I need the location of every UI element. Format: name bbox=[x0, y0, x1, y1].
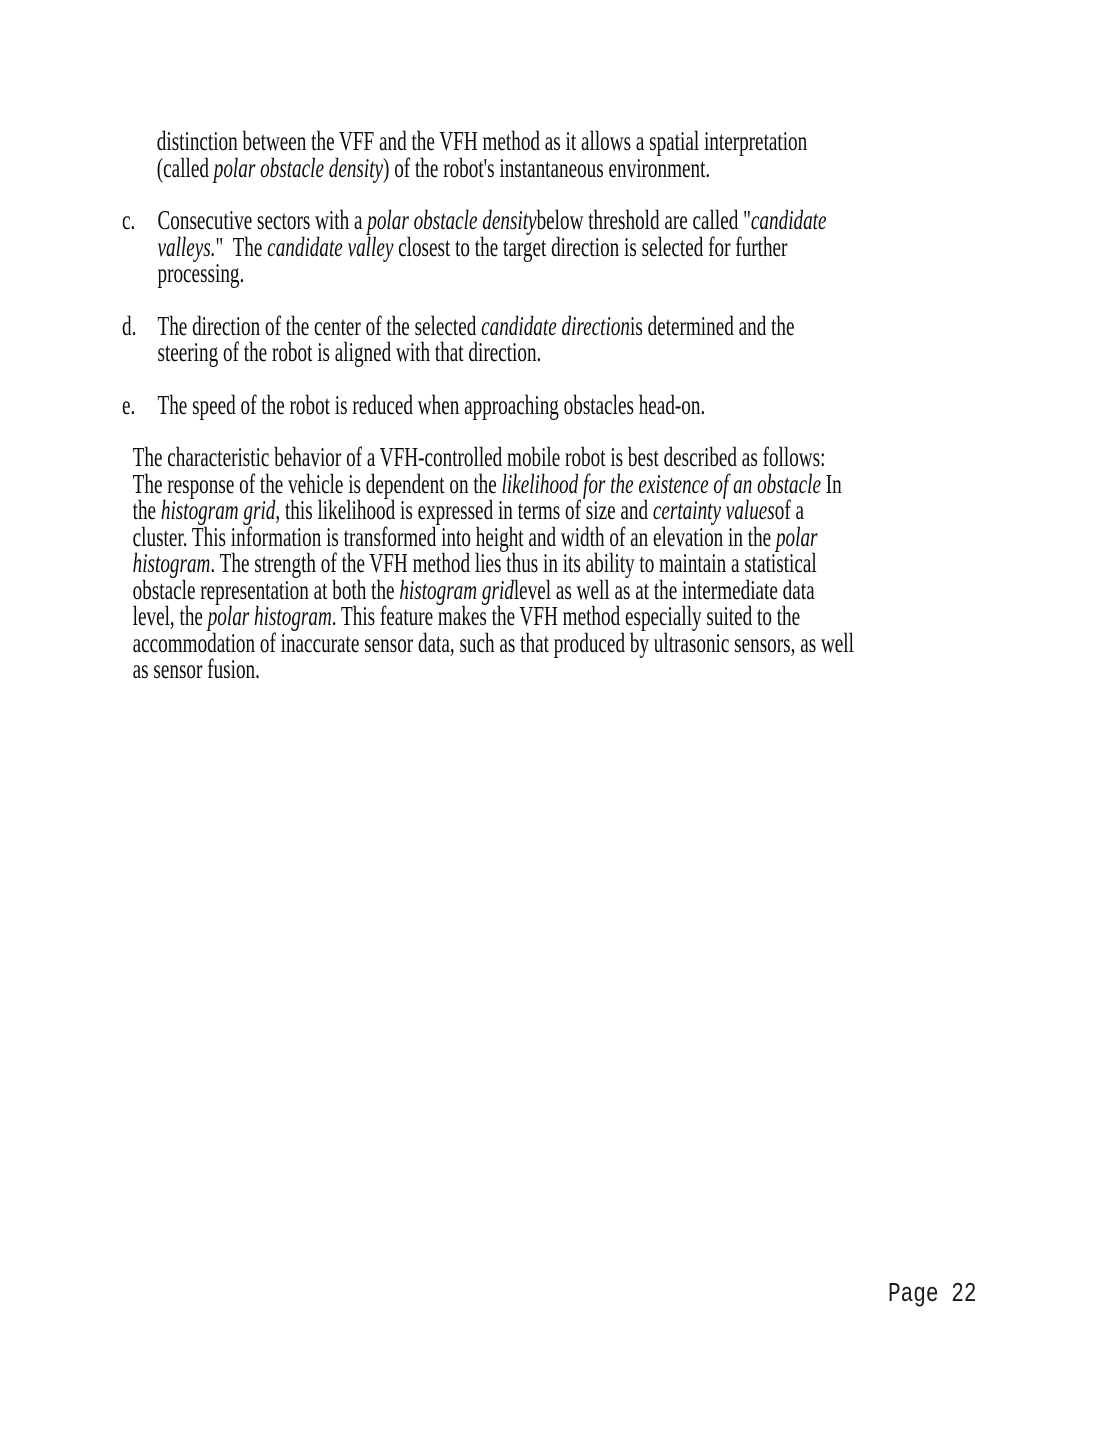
text-line bbox=[157, 310, 1060, 341]
list-item-c bbox=[122, 207, 1059, 287]
text-line bbox=[133, 603, 1060, 630]
text-line bbox=[132, 627, 1060, 658]
text-run: of a bbox=[774, 495, 805, 525]
text-run: below threshold are called " bbox=[536, 205, 751, 235]
document-text bbox=[122, 128, 1059, 683]
text-run: level as well as at the intermediate data bbox=[513, 574, 815, 605]
text-run: Consecutive sectors with a bbox=[157, 205, 368, 235]
text-line bbox=[158, 339, 1060, 366]
text-run: obstacle representation at both the bbox=[132, 574, 400, 605]
italic-term: histogram grid bbox=[399, 574, 514, 605]
italic-term: polar obstacle density bbox=[367, 205, 537, 235]
text-run: " The bbox=[215, 231, 268, 262]
italic-term: polar bbox=[775, 521, 818, 552]
text-run: The speed of the robot is reduced when approaching obstacles head-on. bbox=[157, 389, 706, 420]
text-run: The direction of the center of the selected bbox=[157, 310, 482, 341]
text-run: ) of the robot's instantaneous environment. bbox=[383, 152, 711, 183]
list-marker: c. bbox=[122, 205, 136, 235]
text-run: processing. bbox=[157, 258, 245, 288]
text-line bbox=[133, 444, 1060, 471]
closing-paragraph bbox=[133, 444, 1060, 683]
text-run: The response of the vehicle is dependent on the bbox=[132, 468, 502, 499]
text-run: In bbox=[820, 468, 842, 499]
italic-term: candidate valley bbox=[267, 231, 394, 262]
text-run: . This feature makes the VFH method especially suited to the bbox=[331, 601, 801, 631]
italic-term: polar histogram bbox=[207, 601, 332, 631]
paragraph-continuation bbox=[157, 128, 1059, 181]
italic-term: certainty values bbox=[652, 495, 775, 525]
italic-term: histogram grid bbox=[160, 495, 276, 525]
list-marker: e. bbox=[122, 389, 136, 420]
text-run: , this likelihood is expressed in terms of size and bbox=[275, 495, 653, 525]
text-line bbox=[157, 128, 1059, 155]
list-item-text bbox=[157, 389, 1060, 420]
text-line bbox=[156, 152, 1059, 183]
list-item-e bbox=[122, 389, 1059, 420]
text-run: the bbox=[132, 495, 161, 525]
text-run: (called bbox=[156, 152, 214, 183]
list-item-d bbox=[122, 310, 1059, 367]
text-run: accommodation of inaccurate sensor data, such as that produced by ultrasonic sensors, as well bbox=[132, 627, 854, 658]
text-line bbox=[157, 231, 1060, 262]
text-line bbox=[158, 260, 1060, 287]
text-line bbox=[158, 207, 1060, 234]
text-line bbox=[132, 521, 1060, 552]
text-run: The characteristic behavior of a VFH-controlled mobile robot is best described as follows: bbox=[132, 442, 826, 472]
italic-term: valleys. bbox=[157, 231, 216, 262]
text-run: as sensor fusion. bbox=[132, 654, 260, 684]
text-line bbox=[133, 550, 1060, 577]
text-run: closest to the target direction is selected for further bbox=[393, 231, 788, 262]
italic-term: likelihood for the existence of an obstacle bbox=[501, 468, 821, 499]
text-run: is determined and the bbox=[630, 310, 795, 341]
italic-term: histogram bbox=[132, 548, 211, 578]
text-run: level, the bbox=[132, 601, 208, 631]
italic-term: candidate direction bbox=[481, 310, 631, 341]
text-line bbox=[133, 656, 1060, 683]
text-run: cluster. This information is transformed into height and width of an elevation in the bbox=[132, 521, 776, 552]
text-line bbox=[132, 468, 1060, 499]
text-run: distinction between the VFF and the VFH method as it allows a spatial interpretation bbox=[156, 126, 808, 156]
text-line bbox=[132, 574, 1060, 605]
italic-term: polar obstacle density bbox=[213, 152, 384, 183]
text-run: steering of the robot is aligned with that direction. bbox=[157, 337, 542, 367]
list-marker: d. bbox=[122, 310, 137, 341]
italic-term: candidate bbox=[750, 205, 827, 235]
page-number: Page 22 bbox=[888, 1280, 977, 1310]
text-run: . The strength of the VFH method lies thus in its ability to maintain a statistical bbox=[210, 548, 817, 578]
list-item-text bbox=[157, 310, 1060, 367]
text-line bbox=[133, 497, 1060, 524]
list-item-text bbox=[158, 207, 1060, 287]
text-line bbox=[157, 389, 1060, 420]
